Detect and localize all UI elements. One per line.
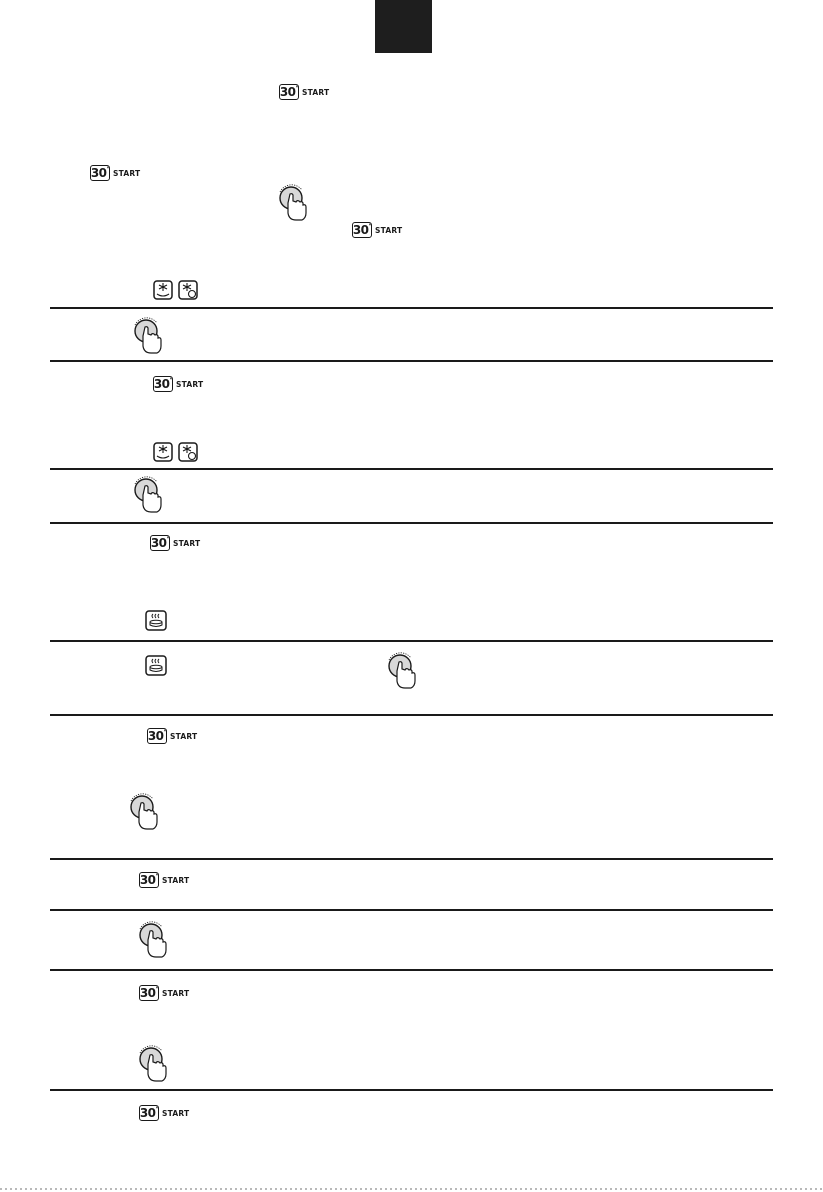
start-30s-button-icon: 30 " START xyxy=(279,85,330,99)
defrost-time-icon xyxy=(178,442,198,462)
start-30s-button-icon: 30 " START xyxy=(139,1106,190,1120)
grill-combi-icon xyxy=(145,655,167,676)
section-divider xyxy=(50,640,773,642)
section-divider xyxy=(50,858,773,860)
section-divider xyxy=(50,714,773,716)
defrost-weight-icon xyxy=(153,280,173,300)
dial-knob-icon xyxy=(127,792,161,832)
auto-defrost-icon xyxy=(153,442,198,462)
section-divider xyxy=(50,969,773,971)
dial-knob-icon xyxy=(276,183,310,223)
section-divider xyxy=(50,307,773,309)
defrost-weight-icon xyxy=(153,442,173,462)
start-30s-button-icon: 30 " START xyxy=(90,166,141,180)
page-edge-dots xyxy=(0,1188,823,1190)
section-divider xyxy=(50,909,773,911)
start-30s-button-icon: 30 " START xyxy=(153,377,204,391)
start-30s-button-icon: 30 " START xyxy=(147,729,198,743)
dial-knob-icon xyxy=(136,920,170,960)
grill-combi-icon xyxy=(145,610,167,631)
section-divider xyxy=(50,468,773,470)
dial-knob-icon xyxy=(136,1044,170,1084)
start-30s-button-icon: 30 " START xyxy=(150,536,201,550)
defrost-time-icon xyxy=(178,280,198,300)
section-divider xyxy=(50,360,773,362)
start-30s-button-icon: 30 " START xyxy=(139,873,190,887)
start-30s-button-icon: 30 " START xyxy=(352,223,403,237)
section-divider xyxy=(50,522,773,524)
dial-knob-icon xyxy=(131,475,165,515)
auto-defrost-icon xyxy=(153,280,198,300)
start-30s-button-icon: 30 " START xyxy=(139,986,190,1000)
language-tab xyxy=(375,0,432,53)
section-divider xyxy=(50,1089,773,1091)
dial-knob-icon xyxy=(131,316,165,356)
dial-knob-icon xyxy=(385,651,419,691)
